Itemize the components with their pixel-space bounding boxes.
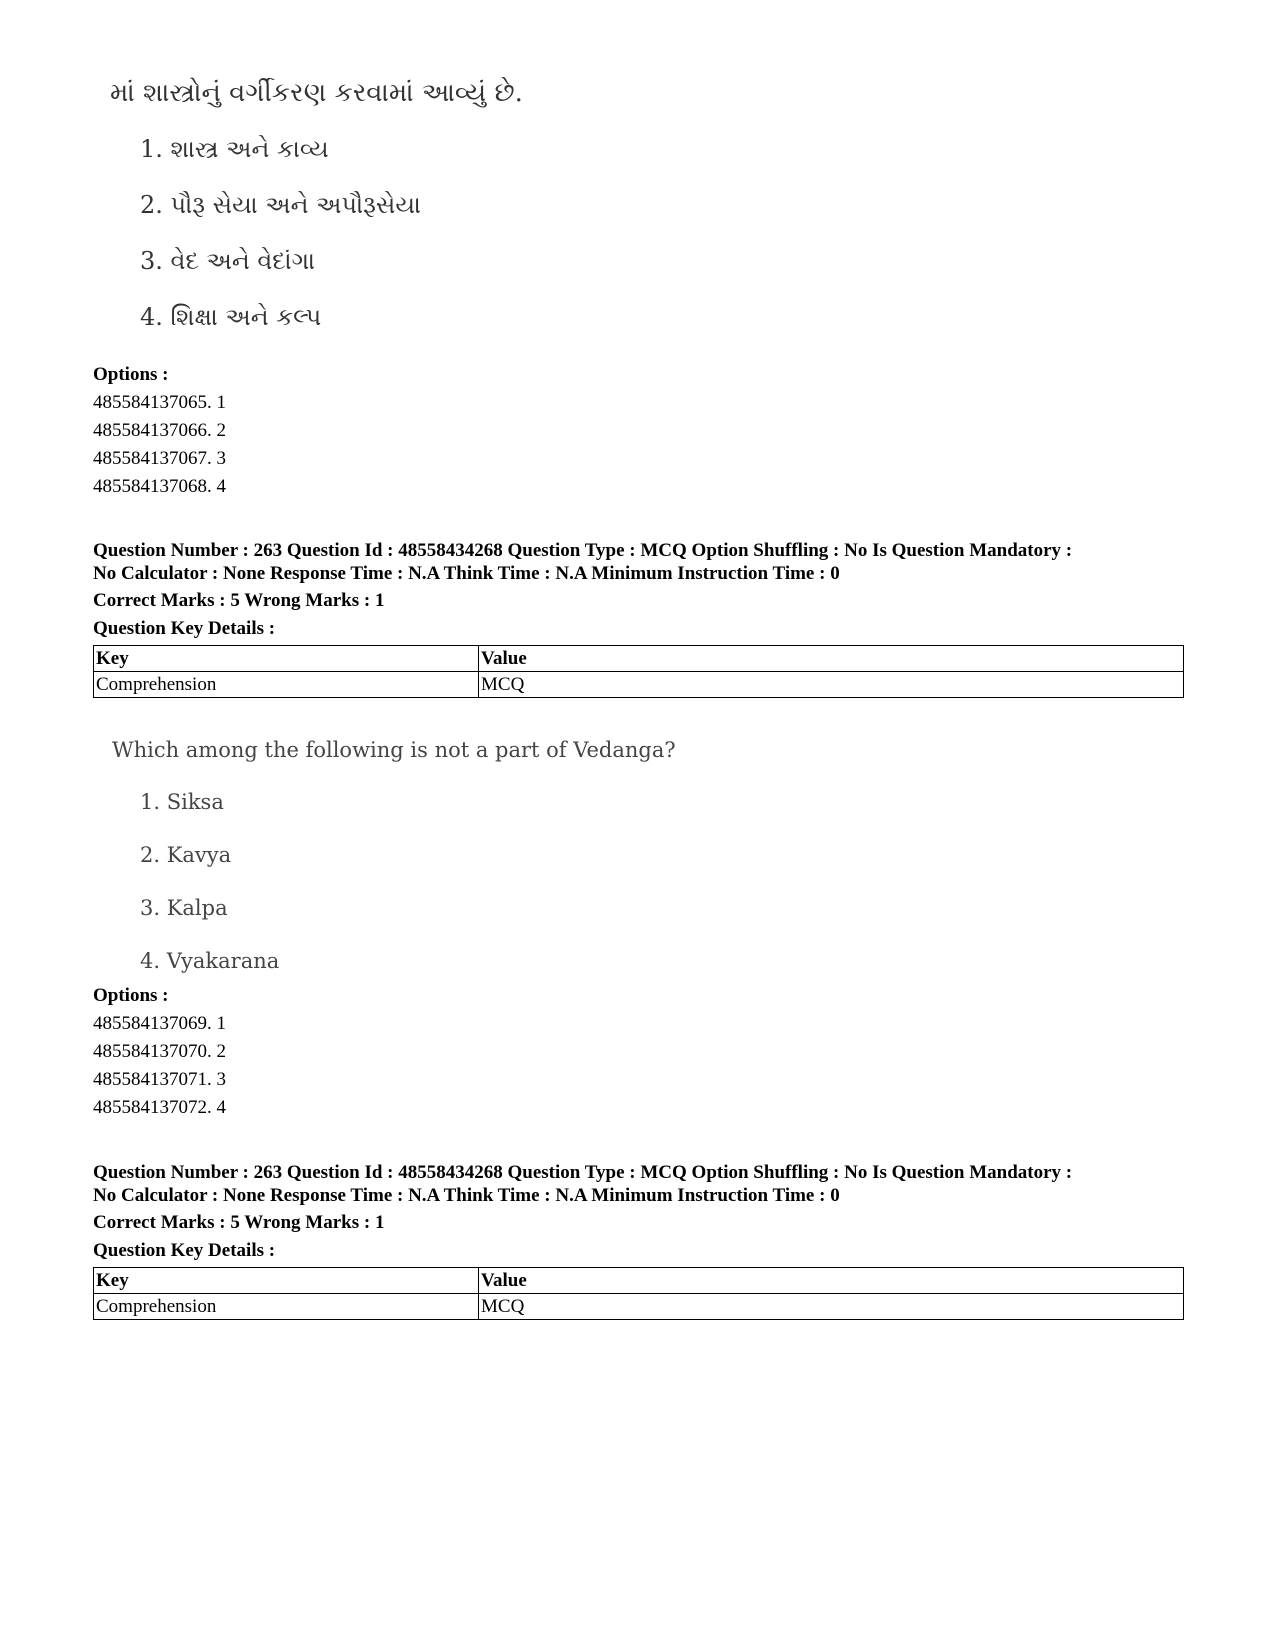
key-header-cell: Key bbox=[94, 1268, 479, 1294]
key-table-row bbox=[94, 672, 1184, 698]
english-option-4: 4. Vyakarana bbox=[140, 949, 280, 973]
gujarati-option-1: 1. શાસ્ત્ર અને કાવ્ય bbox=[140, 135, 329, 163]
marks-line: Correct Marks : 5 Wrong Marks : 1 bbox=[93, 1212, 385, 1233]
english-question-text: Which among the following is not a part of Vedanga? bbox=[112, 738, 676, 762]
value-header-cell: Value bbox=[479, 1268, 1184, 1294]
value-cell: MCQ bbox=[479, 672, 1184, 698]
key-table-row bbox=[94, 1294, 1184, 1320]
gujarati-option-2: 2. પૌરૂ સેયા અને અપૌરૂસેયા bbox=[140, 191, 421, 219]
question-meta-line-1: Question Number : 263 Question Id : 48558434268 Question Type : MCQ Option Shuffling : No Is Question Mandatory : bbox=[93, 540, 1073, 561]
option-id-2: 485584137070. 2 bbox=[93, 1041, 226, 1062]
gujarati-option-3: 3. વેદ અને વેદાંગા bbox=[140, 247, 316, 275]
question-meta-line-1: Question Number : 263 Question Id : 48558434268 Question Type : MCQ Option Shuffling : No Is Question Mandatory : bbox=[93, 1162, 1073, 1183]
options-label: Options : bbox=[93, 985, 169, 1006]
key-header-cell: Key bbox=[94, 646, 479, 672]
value-cell: MCQ bbox=[479, 1294, 1184, 1320]
option-id-4: 485584137068. 4 bbox=[93, 476, 226, 497]
question-key-table bbox=[93, 1267, 1184, 1320]
marks-line: Correct Marks : 5 Wrong Marks : 1 bbox=[93, 590, 385, 611]
english-option-3: 3. Kalpa bbox=[140, 896, 228, 920]
options-label: Options : bbox=[93, 364, 169, 385]
option-id-3: 485584137071. 3 bbox=[93, 1069, 226, 1090]
option-id-4: 485584137072. 4 bbox=[93, 1097, 226, 1118]
key-table-header-row bbox=[94, 1268, 1184, 1294]
question-meta-line-2: No Calculator : None Response Time : N.A Think Time : N.A Minimum Instruction Time : 0 bbox=[93, 1185, 840, 1206]
english-option-1: 1. Siksa bbox=[140, 790, 224, 814]
question-key-table bbox=[93, 645, 1184, 698]
english-option-2: 2. Kavya bbox=[140, 843, 232, 867]
key-table-header-row bbox=[94, 646, 1184, 672]
option-id-1: 485584137069. 1 bbox=[93, 1013, 226, 1034]
key-details-label: Question Key Details : bbox=[93, 1240, 276, 1261]
option-id-1: 485584137065. 1 bbox=[93, 392, 226, 413]
gujarati-question-intro: માં શાસ્ત્રોનું વર્ગીકરણ કરવામાં આવ્યું છે. bbox=[110, 78, 523, 108]
option-id-2: 485584137066. 2 bbox=[93, 420, 226, 441]
option-id-3: 485584137067. 3 bbox=[93, 448, 226, 469]
key-cell: Comprehension bbox=[94, 1294, 479, 1320]
value-header-cell: Value bbox=[479, 646, 1184, 672]
key-details-label: Question Key Details : bbox=[93, 618, 276, 639]
question-meta-line-2: No Calculator : None Response Time : N.A Think Time : N.A Minimum Instruction Time : 0 bbox=[93, 563, 840, 584]
key-cell: Comprehension bbox=[94, 672, 479, 698]
gujarati-option-4: 4. શિક્ષા અને કલ્પ bbox=[140, 303, 322, 331]
